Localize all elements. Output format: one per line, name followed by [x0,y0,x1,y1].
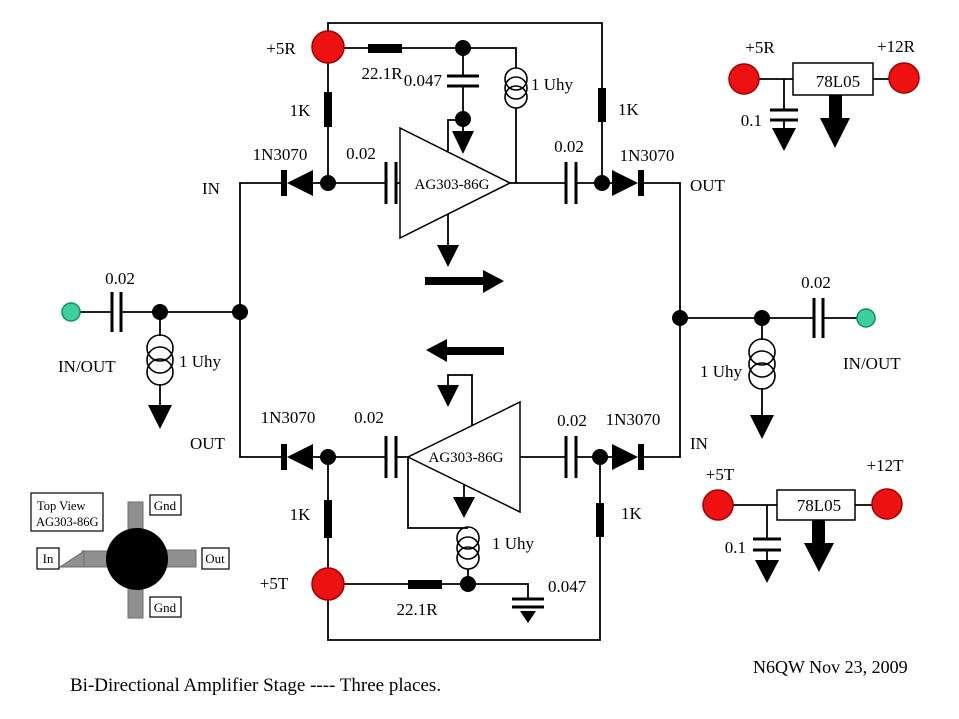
diode-triangle [612,444,638,470]
junction-dot [455,40,471,56]
receive-5v-terminal [729,64,759,94]
junction-dot [754,310,770,326]
bottom-choke-coil [457,527,479,569]
bottom-input-cap-label: 0.02 [557,411,587,430]
transmit-5v-label: +5T [705,465,735,484]
top-output-cap [566,162,576,204]
transmit-regulator-cap [753,539,781,550]
receive-regulator-ground-shaft [829,95,842,118]
left-port-section [58,269,248,429]
bottom-right-resistor-label: 1K [621,504,642,523]
diode-triangle [612,170,638,196]
junction-dot [232,304,248,320]
package-pin-left-label: In [42,551,54,566]
bottom-output-cap-label: 0.02 [354,408,384,427]
receive-regulator-ground-arrow [820,118,850,148]
receive-5v-label: +5R [745,38,775,57]
bottom-bypass-cap [512,599,544,607]
right-port-choke-label: 1 Uhy [700,362,743,381]
package-lead-left [82,551,108,567]
bottom-supply-terminal [312,568,344,600]
bottom-choke-label: 1 Uhy [492,534,535,553]
schematic-caption: Bi-Directional Amplifier Stage ---- Three places. [70,675,442,696]
top-choke-label: 1 Uhy [531,75,574,94]
right-port-terminal [857,309,875,327]
junction-dot [320,449,336,465]
top-supply-resistor [368,44,402,53]
top-input-cap [386,162,396,204]
package-lead-right [166,550,196,567]
top-amplifier-section [202,23,726,457]
right-port-ground-arrow [750,415,774,439]
receive-regulator-cap [770,110,798,120]
top-left-diode [281,170,313,196]
junction-dot [152,304,168,320]
top-supply-terminal [312,31,344,63]
forward-arrow-icon [483,270,504,293]
right-port-section [672,273,901,439]
bottom-amplifier-section [190,375,708,640]
package-lead-top [128,502,143,532]
diode-cathode-bar [281,170,287,196]
signal-direction-arrows [425,270,504,362]
bottom-left-resistor-label: 1K [289,505,311,524]
junction-dot [455,111,471,127]
right-port-cap [814,298,823,338]
package-pin-bottom-label: Gnd [153,600,177,615]
receive-regulator-label: 78L05 [815,72,861,91]
top-in-label: IN [202,179,220,198]
bottom-left-1k-resistor [324,500,332,538]
left-port-ground-arrow [148,405,172,429]
transmit-12v-label: +12T [866,456,904,475]
bottom-in-label: IN [690,434,708,453]
package-view-section [31,493,229,618]
left-port-choke-label: 1 Uhy [179,352,222,371]
bottom-supply-label: +5T [259,574,289,593]
left-port-choke-coil [147,335,173,385]
bottom-right-diode [612,444,644,470]
forward-arrow-shaft [425,277,483,285]
bottom-bypass-ground-arrow [520,611,536,623]
transmit-cap-ground-arrow [755,560,779,583]
bottom-bypass-cap-label: 0.047 [548,577,587,596]
receive-cap-ground-arrow [772,128,796,151]
bottom-left-diode [281,444,313,470]
package-pin-top-label: Gnd [153,498,177,513]
top-amp-device-label: AG303-86G [414,177,490,193]
bottom-amp-ground-arrow [453,497,475,518]
receive-12v-label: +12R [877,37,915,56]
package-title-line1: Top View [37,499,86,513]
top-output-cap-label: 0.02 [554,137,584,156]
bottom-supply-resistor [408,580,442,589]
diode-cathode-bar [638,444,644,470]
top-out-label: OUT [690,176,725,195]
package-pin-right-label: Out [205,551,225,566]
top-bypass-ground-arrow [452,131,474,154]
bottom-hook-ground-arrow [437,385,459,407]
top-right-diode-label: 1N3070 [619,146,675,165]
bottom-right-1k-resistor [596,503,604,537]
reverse-arrow-shaft [447,347,504,355]
top-left-1k-resistor [324,92,332,127]
top-left-diode-label: 1N3070 [252,145,308,164]
bottom-amp-device-label: AG303-86G [428,450,504,466]
package-title-line2: AG303-86G [36,515,99,529]
package-body [106,528,168,590]
top-bypass-cap-label: 0.047 [403,71,442,90]
top-bypass-cap [447,76,479,86]
receive-cap-label: 0.1 [740,111,762,130]
bottom-input-cap [566,436,576,478]
right-port-label: IN/OUT [843,354,901,373]
junction-dot [460,576,476,592]
transmit-regulator-label: 78L05 [796,496,842,515]
transmit-regulator-ground-arrow [804,543,834,572]
bottom-left-diode-label: 1N3070 [260,408,316,427]
transmit-regulator-ground-shaft [812,520,825,543]
top-amp-ground-arrow [437,245,459,267]
bottom-supply-resistor-label: 22.1R [396,600,438,619]
receive-regulator-section [729,37,919,151]
top-left-resistor-label: 1K [289,101,311,120]
junction-dot [592,449,608,465]
transmit-12v-terminal [872,489,902,519]
transmit-5v-terminal [703,490,733,520]
reverse-arrow-icon [426,339,447,362]
bottom-right-diode-label: 1N3070 [605,410,661,429]
left-port-cap-label: 0.02 [105,269,135,288]
top-right-diode [612,170,644,196]
top-supply-label: +5R [266,39,296,58]
top-right-resistor-label: 1K [618,100,639,119]
receive-12v-terminal [889,63,919,93]
diode-triangle [287,170,313,196]
package-lead-left-tab [60,551,84,567]
left-port-label: IN/OUT [58,357,116,376]
top-right-1k-resistor [598,88,606,122]
diode-cathode-bar [638,170,644,196]
right-port-choke-coil [749,339,775,389]
left-port-cap [112,292,121,332]
junction-dot [594,175,610,191]
top-supply-resistor-label: 22.1R [361,64,403,83]
junction-dot [672,310,688,326]
bottom-gate-hook-wire [448,375,472,426]
transmit-regulator-section [703,456,904,583]
bottom-out-label: OUT [190,434,225,453]
top-choke-coil [505,68,527,108]
diode-triangle [287,444,313,470]
transmit-cap-label: 0.1 [724,538,746,557]
bottom-output-cap [386,436,396,478]
diode-cathode-bar [281,444,287,470]
left-port-terminal [62,303,80,321]
schematic-credit: N6QW Nov 23, 2009 [753,657,908,677]
right-port-cap-label: 0.02 [801,273,831,292]
junction-dot [320,175,336,191]
top-input-cap-label: 0.02 [346,144,376,163]
package-lead-bottom [128,588,143,618]
footer-section [70,657,908,696]
